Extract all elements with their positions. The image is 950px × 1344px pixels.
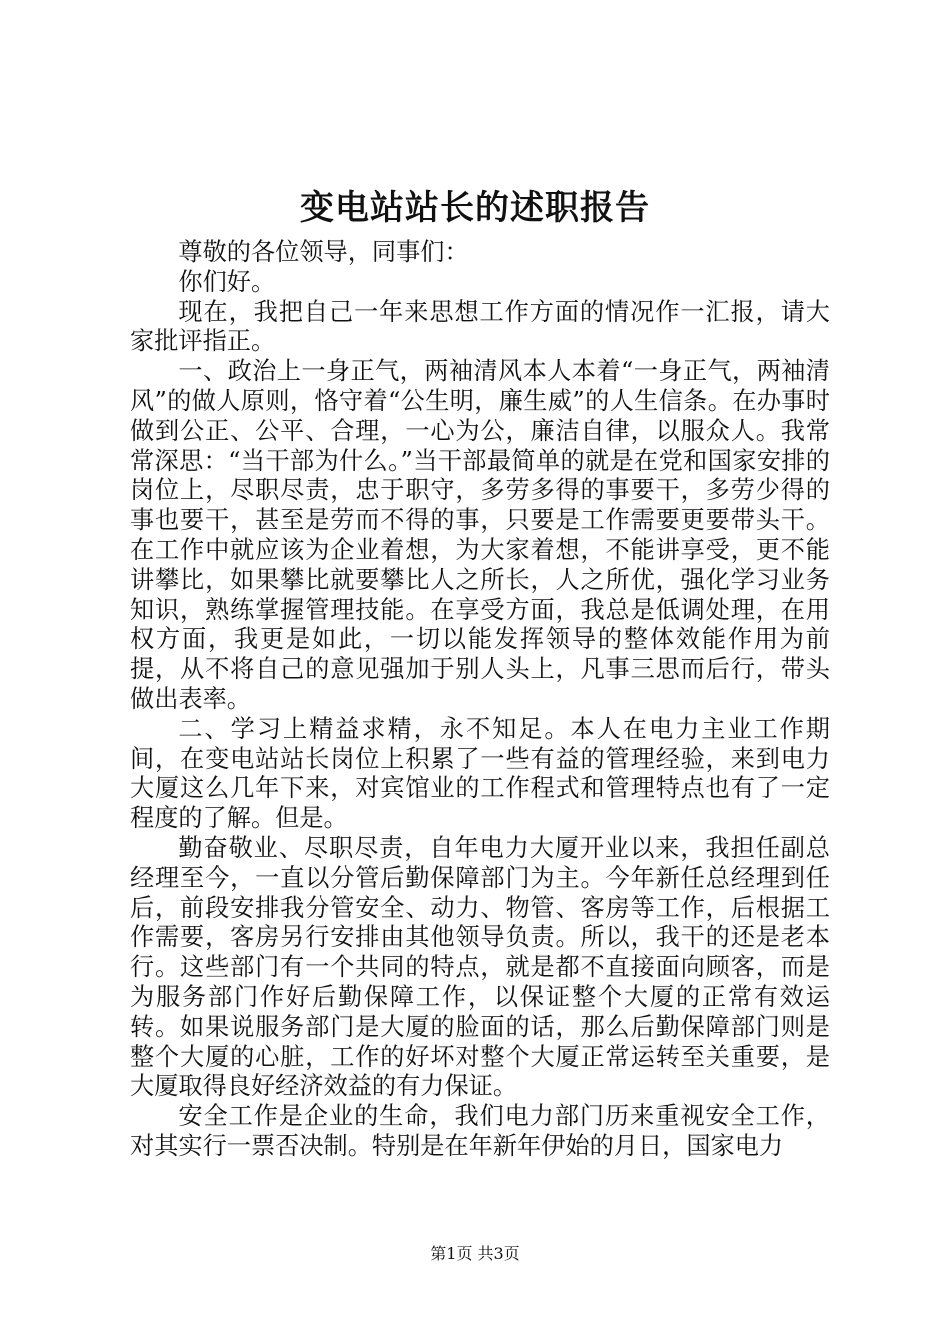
- section-one-paragraph: 一、政治上一身正气，两袖清风本人本着“一身正气，两袖清风”的做人原则，恪守着“公生明，廉生威”的人生信条。在办事时做到公正、公平、合理，一心为公，廉洁自律，以服众人。我常常深思：“当干部为什么。”当干部最简单的就是在党和国家安排的岗位上，尽职尽责，忠于职守，多劳多得的事要干，多劳少得的事也要干，甚至是劳而不得的事，只要是工作需要更要带头干。在工作中就应该为企业着想，为大家着想，不能讲享受，更不能讲攀比，如果攀比就要攀比人之所长，人之所优，强化学习业务知识，熟练掌握管理技能。在享受方面，我总是低调处理，在用权方面，我更是如此，一切以能发挥领导的整体效能作用为前提，从不将自己的意见强加于别人头上，凡事三思而后行，带头做出表率。: [130, 357, 830, 713]
- diligence-paragraph: 勤奋敬业、尽职尽责，自年电力大厦开业以来，我担任副总经理至今，一直以分管后勤保障部门为主。今年新任总经理到任后，前段安排我分管安全、动力、物管、客房等工作，后根据工作需要，客房另行安排由其他领导负责。所以，我干的还是老本行。这些部门有一个共同的特点，就是都不直接面向顾客，而是为服务部门作好后勤保障工作，以保证整个大厦的正常有效运转。如果说服务部门是大厦的脸面的话，那么后勤保障部门则是整个大厦的心脏，工作的好坏对整个大厦正常运转至关重要，是大厦取得良好经济效益的有力保证。: [130, 833, 830, 1101]
- section-two-paragraph: 二、学习上精益求精，永不知足。本人在电力主业工作期间，在变电站站长岗位上积累了一些有益的管理经验，来到电力大厦这么几年下来，对宾馆业的工作程式和管理特点也有了一定程度的了解。但是。: [130, 714, 830, 833]
- document-title: 变电站站长的述职报告: [300, 188, 650, 228]
- document-body: [130, 238, 830, 1162]
- safety-paragraph: 安全工作是企业的生命，我们电力部门历来重视安全工作，对其实行一票否决制。特别是在年新年伊始的月日，国家电力: [130, 1102, 830, 1160]
- greeting-paragraph: 你们好。: [178, 267, 276, 296]
- intro-paragraph: 现在，我把自己一年来思想工作方面的情况作一汇报，请大家批评指正。: [130, 297, 830, 356]
- salutation-paragraph: 尊敬的各位领导，同事们：: [178, 238, 469, 266]
- page-footer: 第1页 共3页: [430, 1244, 520, 1263]
